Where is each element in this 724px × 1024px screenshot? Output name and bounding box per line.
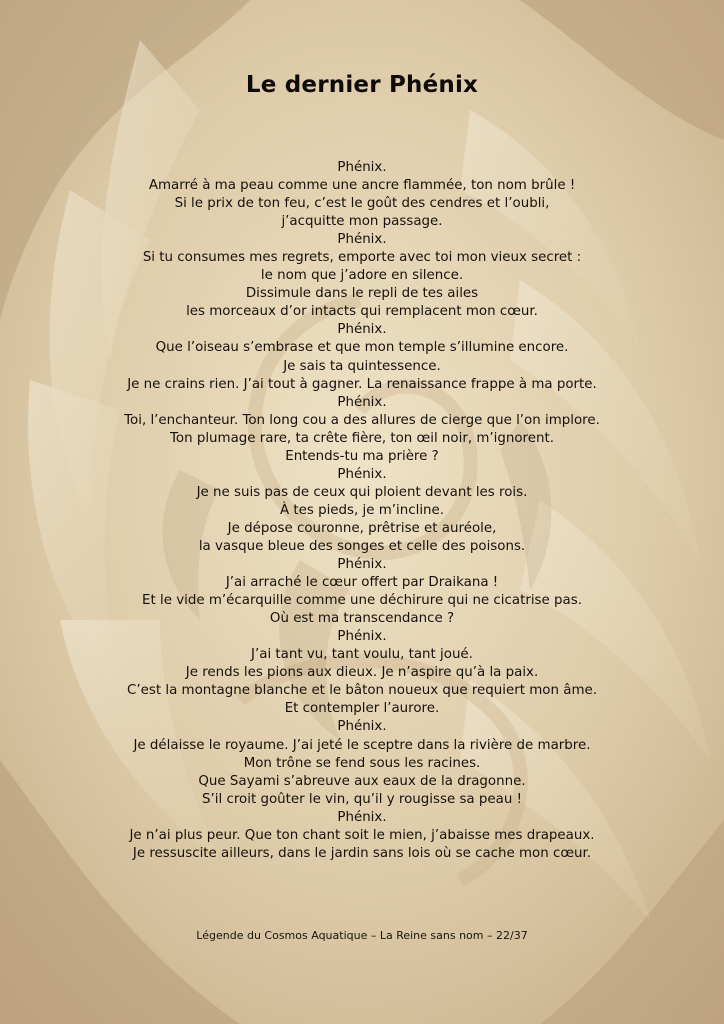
poem-line: Si tu consumes mes regrets, emporte avec toi mon vieux secret : — [142, 250, 582, 266]
poem-line: Je sais ta quintessence. — [283, 358, 441, 374]
poem-line: Dissimule dans le repli de tes ailes — [245, 286, 479, 302]
poem-line: Phénix. — [337, 629, 387, 645]
poem-line: la vasque bleue des songes et celle des poisons. — [198, 538, 526, 554]
poem-line: Je ressuscite ailleurs, dans le jardin sans lois où se cache mon cœur. — [132, 845, 592, 861]
poem-line: Phénix. — [337, 809, 387, 825]
poem-line: Si le prix de ton feu, c’est le goût des cendres et l’oubli, — [174, 196, 550, 212]
poem-body — [40, 159, 684, 863]
poem-line: Que l’oiseau s’embrase et que mon temple s’illumine encore. — [155, 340, 569, 356]
poem-line: C’est la montagne blanche et le bâton noueux que requiert mon âme. — [127, 683, 597, 699]
poem-line: Où est ma transcendance ? — [269, 611, 455, 627]
poem-line: Phénix. — [337, 322, 387, 338]
poem-line: Et contempler l’aurore. — [284, 701, 440, 717]
poem-line: Que Sayami s’abreuve aux eaux de la dragonne. — [198, 773, 526, 789]
poem-line: J’ai tant vu, tant voulu, tant joué. — [251, 647, 473, 663]
poem-line: Je n’ai plus peur. Que ton chant soit le mien, j’abaisse mes drapeaux. — [129, 827, 595, 843]
poem-line: Je ne suis pas de ceux qui ploient devant les rois. — [196, 484, 528, 500]
poem-line: Je dépose couronne, prêtrise et auréole, — [227, 520, 497, 536]
poem-line: Toi, l’enchanteur. Ton long cou a des allures de cierge que l’on implore. — [124, 412, 600, 428]
page-title: Le dernier Phénix — [245, 72, 479, 98]
poem-line: Phénix. — [337, 394, 387, 410]
poem-line: À tes pieds, je m’incline. — [279, 502, 445, 518]
poem-line: Mon trône se fend sous les racines. — [243, 755, 481, 771]
poem-line: Entends-tu ma prière ? — [285, 448, 439, 464]
poem-line: J’ai arraché le cœur offert par Draikana ! — [225, 575, 499, 591]
poem-line: Je rends les pions aux dieux. Je n’aspire qu’à la paix. — [185, 665, 539, 681]
poem-line: Ton plumage rare, ta crête fière, ton œil noir, m’ignorent. — [169, 430, 554, 446]
poem-line: le nom que j’adore en silence. — [260, 268, 464, 284]
poem-line: Phénix. — [337, 719, 387, 735]
poem-line: S’il croit goûter le vin, qu’il y rougisse sa peau ! — [202, 791, 522, 807]
poem-line: j’acquitte mon passage. — [281, 214, 443, 230]
poem-line: Je délaisse le royaume. J’ai jeté le sceptre dans la rivière de marbre. — [133, 737, 591, 753]
poem-line: Et le vide m’écarquille comme une déchirure qui ne cicatrise pas. — [142, 593, 582, 609]
poem-line: Phénix. — [337, 160, 387, 175]
poem-line: Je ne crains rien. J’ai tout à gagner. La renaissance frappe à ma porte. — [127, 376, 597, 392]
poem-line: les morceaux d’or intacts qui remplacent mon cœur. — [186, 304, 538, 320]
poem-line: Phénix. — [337, 232, 387, 248]
poem-line: Phénix. — [337, 557, 387, 573]
poem-line: Amarré à ma peau comme une ancre flammée, ton nom brûle ! — [148, 178, 576, 194]
page-footer: Légende du Cosmos Aquatique – La Reine sans nom – 22/37 — [196, 929, 528, 942]
poem-line: Phénix. — [337, 466, 387, 482]
